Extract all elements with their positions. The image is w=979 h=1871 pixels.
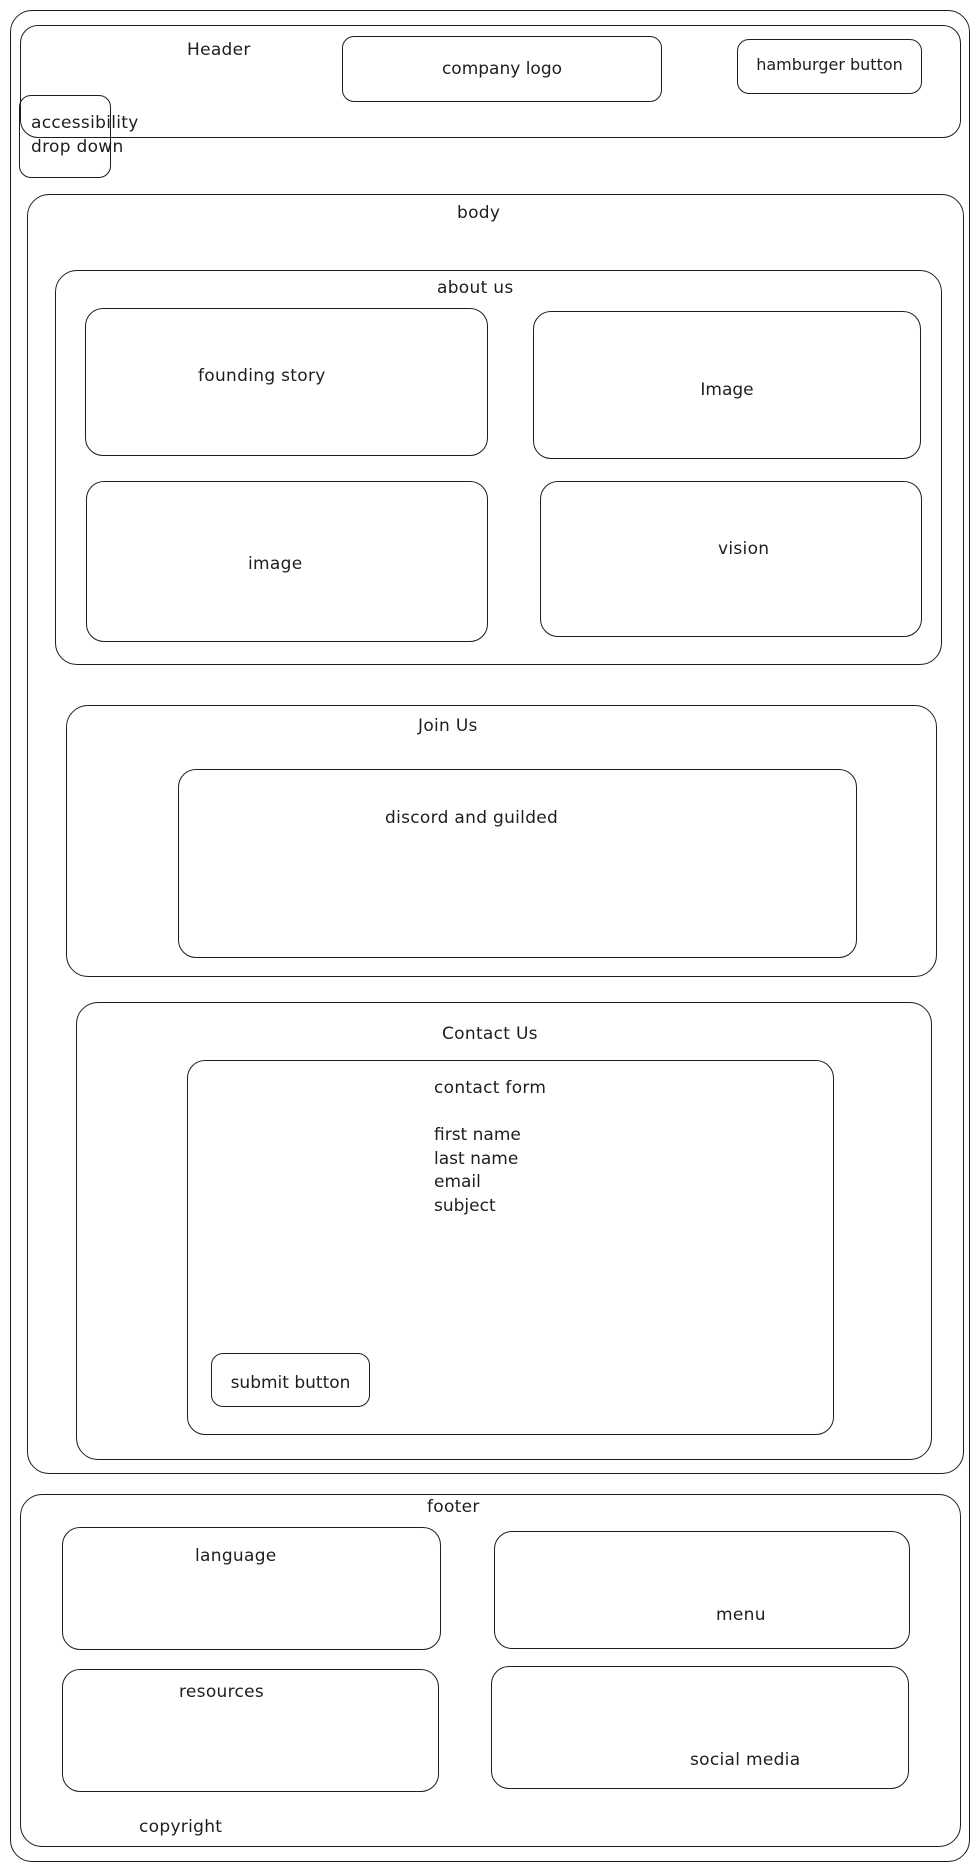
founding-story-label: founding story: [198, 366, 326, 386]
image-top-label: Image: [700, 380, 754, 400]
language-label: language: [195, 1546, 277, 1566]
subject-field[interactable]: subject: [434, 1195, 496, 1216]
body-label: body: [457, 203, 501, 223]
header-label: Header: [187, 40, 251, 60]
accessibility-dropdown-label-line1: accessibility: [31, 113, 139, 133]
contact-us-label: Contact Us: [442, 1024, 538, 1044]
footer-label: footer: [427, 1497, 480, 1517]
menu-card[interactable]: [494, 1531, 910, 1649]
vision-card: [540, 481, 922, 637]
social-media-card[interactable]: [491, 1666, 909, 1789]
menu-label: menu: [716, 1605, 766, 1625]
resources-card[interactable]: [62, 1669, 439, 1792]
accessibility-dropdown-label-line2: drop down: [31, 137, 124, 157]
resources-label: resources: [179, 1682, 265, 1702]
social-media-label: social media: [690, 1750, 801, 1770]
hamburger-button[interactable]: [737, 39, 922, 94]
discord-guilded-label: discord and guilded: [385, 808, 559, 828]
language-card[interactable]: [62, 1527, 441, 1650]
last-name-field[interactable]: last name: [434, 1148, 519, 1169]
copyright-label: copyright: [139, 1817, 223, 1837]
contact-form-title: contact form: [434, 1078, 547, 1098]
about-us-label: about us: [437, 278, 514, 298]
image-card-bottom: [86, 481, 488, 642]
image-bottom-label: image: [248, 554, 303, 574]
company-logo-label: company logo: [441, 59, 563, 79]
company-logo[interactable]: [342, 36, 662, 102]
contact-form-fields: [434, 1124, 521, 1218]
hamburger-button-label: hamburger button: [756, 55, 903, 74]
founding-story-card: [85, 308, 488, 456]
vision-label: vision: [718, 539, 770, 559]
submit-button[interactable]: [211, 1353, 370, 1407]
first-name-field[interactable]: first name: [434, 1125, 521, 1145]
submit-button-label: submit button: [230, 1373, 351, 1393]
image-card-top: [533, 311, 921, 459]
email-field[interactable]: email: [434, 1172, 481, 1192]
join-us-label: Join Us: [418, 716, 478, 736]
discord-guilded-card[interactable]: [178, 769, 857, 958]
